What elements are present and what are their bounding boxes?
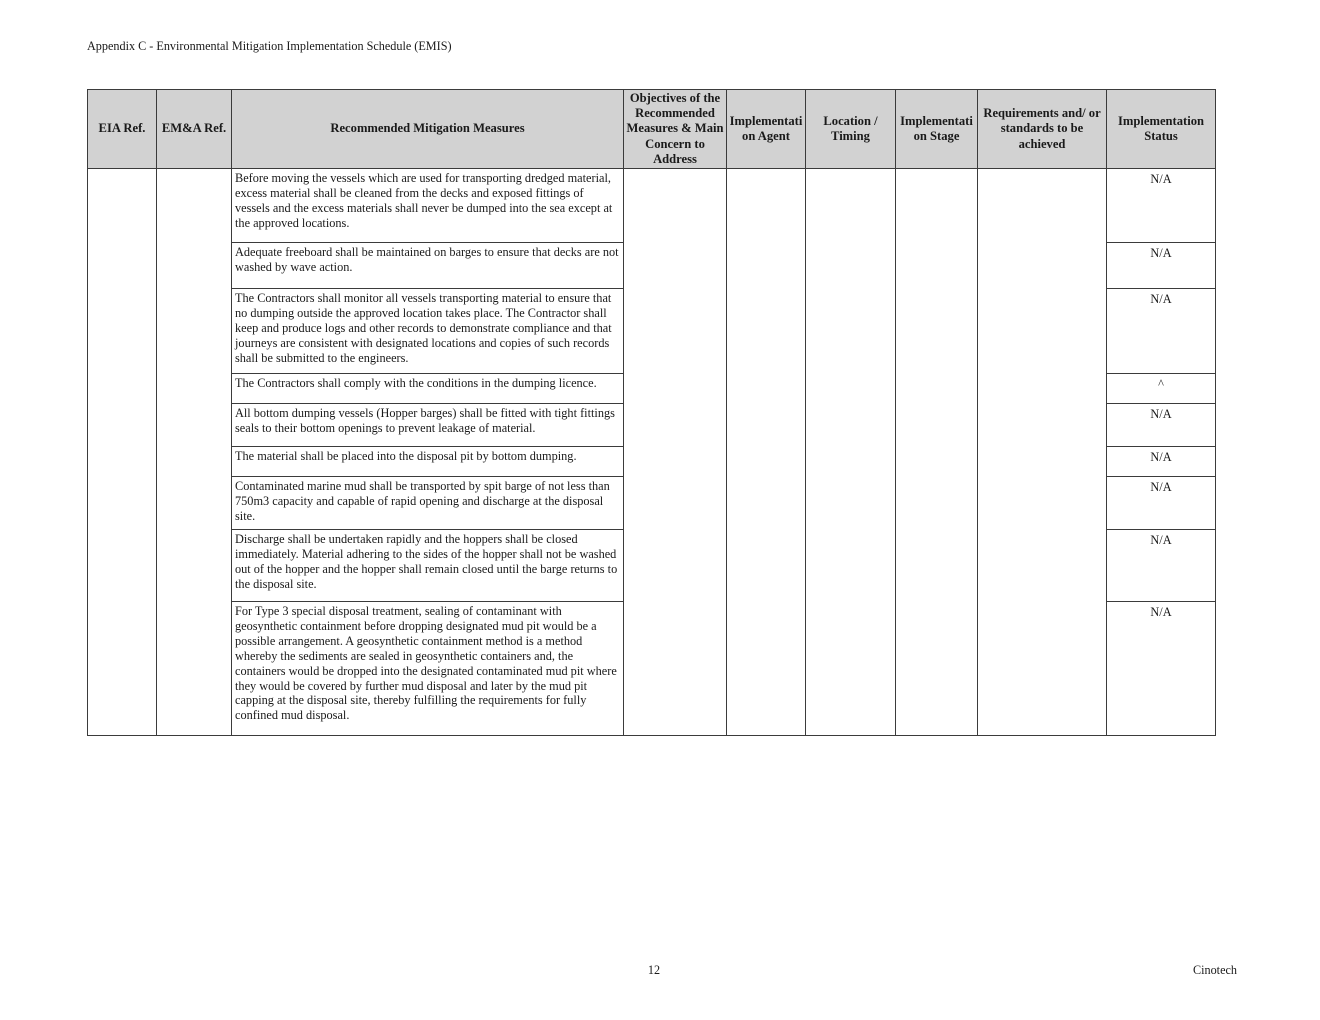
- status-cell: N/A: [1107, 289, 1216, 374]
- measure-cell: The Contractors shall comply with the conditions in the dumping licence.: [232, 374, 624, 404]
- requirements-column-cell: [978, 169, 1107, 736]
- status-cell: ^: [1107, 374, 1216, 404]
- ema-ref-column-cell: [157, 169, 232, 736]
- status-cell: N/A: [1107, 243, 1216, 289]
- header-ema-ref: EM&A Ref.: [157, 90, 232, 169]
- header-measures: Recommended Mitigation Measures: [232, 90, 624, 169]
- measure-cell: All bottom dumping vessels (Hopper barges) shall be fitted with tight fittings seals to their bottom openings to prevent leakage of material.: [232, 404, 624, 447]
- header-implementation-agent: Implementation Agent: [727, 90, 806, 169]
- header-eia-ref: EIA Ref.: [88, 90, 157, 169]
- header-objectives: Objectives of the Recommended Measures & Main Concern to Address: [624, 90, 727, 169]
- header-implementation-stage: Implementation Stage: [896, 90, 978, 169]
- implementation-agent-column-cell: [727, 169, 806, 736]
- header-location-timing: Location / Timing: [806, 90, 896, 169]
- measure-cell: Before moving the vessels which are used for transporting dredged material, excess material shall be cleaned from the decks and exposed fittings of vessels and the excess materials shall never be dumped into the sea except at the approved locations.: [232, 169, 624, 243]
- status-cell: N/A: [1107, 602, 1216, 736]
- measure-cell: Adequate freeboard shall be maintained on barges to ensure that decks are not washed by wave action.: [232, 243, 624, 289]
- page-number: 12: [647, 963, 661, 977]
- footer-brand: Cinotech: [1192, 963, 1237, 977]
- status-cell: N/A: [1107, 404, 1216, 447]
- header-requirements: Requirements and/ or standards to be achieved: [978, 90, 1107, 169]
- status-cell: N/A: [1107, 447, 1216, 477]
- header-implementation-status: Implementation Status: [1107, 90, 1216, 169]
- emis-table: [87, 89, 1216, 736]
- status-cell: N/A: [1107, 169, 1216, 243]
- measure-cell: Discharge shall be undertaken rapidly and the hoppers shall be closed immediately. Material adhering to the sides of the hopper shall not be washed out of the hopper and the hopper shall remain closed until the barge returns to the disposal site.: [232, 530, 624, 602]
- status-cell: N/A: [1107, 530, 1216, 602]
- measure-cell: Contaminated marine mud shall be transported by spit barge of not less than 750m3 capacity and capable of rapid opening and discharge at the disposal site.: [232, 477, 624, 530]
- eia-ref-column-cell: [88, 169, 157, 736]
- table-row: [88, 169, 1216, 243]
- location-timing-column-cell: [806, 169, 896, 736]
- measure-cell: For Type 3 special disposal treatment, sealing of contaminant with geosynthetic containment before dropping designated mud pit would be a possible arrangement. A geosynthetic containment method is a method whereby the sediments are sealed in geosynthetic containers and, the containers would be dropped into the designated contaminated mud pit where they would be covered by further mud disposal and later by the mud pit capping at the disposal site, thereby fulfilling the requirements for fully confined mud disposal.: [232, 602, 624, 736]
- status-cell: N/A: [1107, 477, 1216, 530]
- implementation-stage-column-cell: [896, 169, 978, 736]
- page-title: Appendix C - Environmental Mitigation Implementation Schedule (EMIS): [87, 39, 452, 53]
- table-header-row: [88, 90, 1216, 169]
- measure-cell: The Contractors shall monitor all vessels transporting material to ensure that no dumping outside the approved location takes place. The Contractor shall keep and produce logs and other records to demonstrate compliance and that journeys are consistent with designated locations and copies of such records shall be submitted to the engineers.: [232, 289, 624, 374]
- objectives-column-cell: [624, 169, 727, 736]
- measure-cell: The material shall be placed into the disposal pit by bottom dumping.: [232, 447, 624, 477]
